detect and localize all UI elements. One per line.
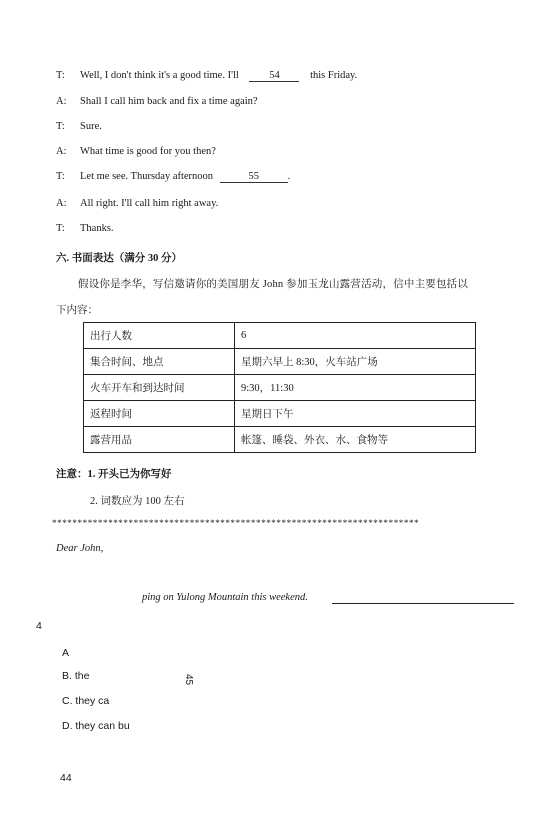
rotated-number: 45 — [183, 673, 195, 686]
table-row — [84, 375, 476, 401]
table-cell: 星期日下午 — [235, 401, 476, 427]
table-cell: 火车开车和到达时间 — [84, 375, 235, 401]
option-c: C. they ca — [62, 695, 110, 707]
answer-blank-55: 55 — [220, 171, 288, 183]
option-a: A — [62, 647, 70, 659]
writing-prompt-cont: 下内容： — [56, 305, 98, 316]
table-cell: 露营用品 — [84, 427, 235, 453]
letter-partial-line: ping on Yulong Mountain this weekend. — [142, 592, 308, 603]
dialogue-line: What time is good for you then? — [80, 146, 216, 157]
question-number: 4 — [36, 620, 42, 632]
table-row — [84, 349, 476, 375]
dialogue-line: All right. I'll call him right away. — [80, 198, 219, 209]
speaker-label: A: — [56, 146, 67, 157]
dialogue-line: Sure. — [80, 121, 102, 132]
option-b: B. the — [62, 670, 90, 682]
table-cell: 星期六早上 8:30，火车站广场 — [235, 349, 476, 375]
section-heading: 六. 书面表达（满分 30 分） — [56, 253, 182, 264]
dialogue-line — [80, 70, 357, 82]
speaker-label: T: — [56, 223, 65, 234]
writing-blank-line — [332, 603, 514, 604]
table-row — [84, 323, 476, 349]
speaker-label: A: — [56, 198, 67, 209]
answer-blank-54: 54 — [249, 70, 299, 82]
table-cell: 帐篷、睡袋、外衣、水、食物等 — [235, 427, 476, 453]
dialogue-text: Let me see. Thursday afternoon — [80, 171, 214, 182]
speaker-label: T: — [56, 70, 65, 81]
speaker-label: T: — [56, 171, 65, 182]
writing-prompt: 假设你是李华，写信邀请你的美国朋友 John 参加玉龙山露营活动，信中主要包括以 — [78, 279, 469, 290]
table-cell: 返程时间 — [84, 401, 235, 427]
notes-line: 注意：1. 开头已为你写好 — [56, 469, 172, 480]
dialogue-line: Shall I call him back and fix a time again? — [80, 96, 258, 107]
dialogue-line — [80, 171, 290, 183]
option-d: D. they can bu — [62, 720, 130, 732]
dialogue-text: . — [287, 171, 291, 182]
table-row — [84, 427, 476, 453]
notes-line: 2. 词数应为 100 左右 — [90, 496, 185, 507]
star-divider: ************************************************************************ — [52, 518, 420, 528]
table-cell: 集合时间、地点 — [84, 349, 235, 375]
info-table — [83, 322, 476, 453]
letter-salutation: Dear John, — [56, 543, 104, 554]
table-cell: 9:30，11:30 — [235, 375, 476, 401]
speaker-label: T: — [56, 121, 65, 132]
table-cell: 6 — [235, 323, 476, 349]
page-number: 44 — [60, 772, 72, 784]
table-cell: 出行人数 — [84, 323, 235, 349]
dialogue-line: Thanks. — [80, 223, 114, 234]
dialogue-text: Well, I don't think it's a good time. I'll — [80, 70, 239, 81]
speaker-label: A: — [56, 96, 67, 107]
dialogue-text: this Friday. — [310, 70, 358, 81]
table-row — [84, 401, 476, 427]
